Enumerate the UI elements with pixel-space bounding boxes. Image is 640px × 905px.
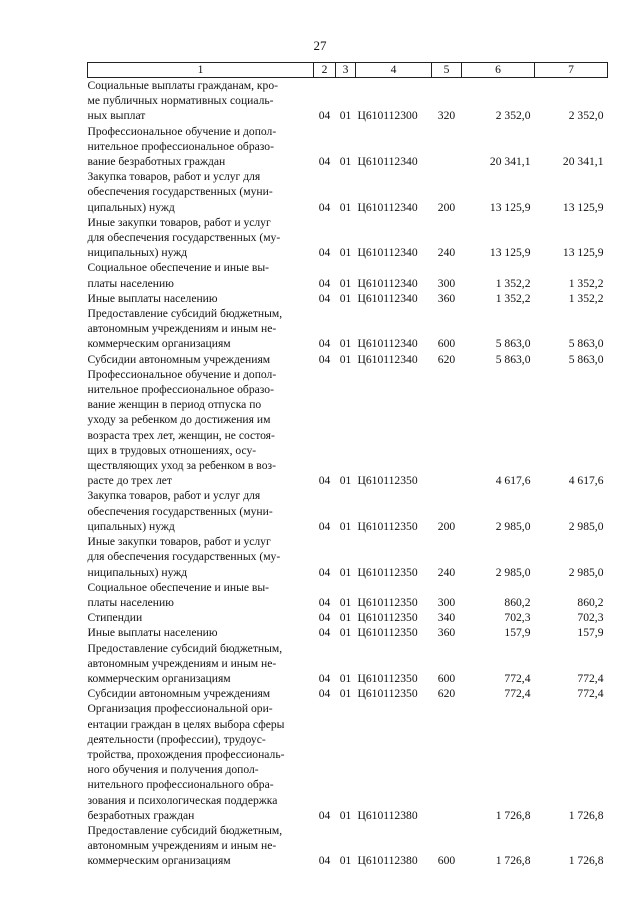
expense-type-code: 600 <box>437 671 456 685</box>
amount-column-6: 4 617,6 <box>495 474 531 488</box>
description-line: Предоставление субсидий бюджетным, <box>87 823 283 837</box>
section-code: 04 <box>318 854 331 868</box>
target-article-code: Ц610112340 <box>357 200 418 214</box>
section-code: 04 <box>318 808 331 822</box>
expense-type-code: 200 <box>437 200 456 214</box>
table-header <box>88 63 608 78</box>
subsection-code: 01 <box>339 474 352 488</box>
amount-column-7: 1 352,2 <box>568 276 604 290</box>
table-row <box>88 686 608 701</box>
description-line: нительное профессиональное образо- <box>87 139 274 153</box>
subsection-code: 01 <box>339 337 352 351</box>
section-code: 04 <box>318 671 331 685</box>
expense-type-code: 340 <box>437 611 456 625</box>
description-line: автономным учреждениям и иным не- <box>87 656 277 670</box>
header-row <box>88 63 608 78</box>
amount-column-6: 5 863,0 <box>495 352 531 366</box>
row-description <box>88 215 314 261</box>
row-description <box>88 367 314 489</box>
description-line: обеспечения государственных (муни- <box>87 504 273 518</box>
expense-type-code: 240 <box>437 246 456 260</box>
description-line: ентации граждан в целях выбора сферы <box>87 717 285 731</box>
description-line: автономным учреждениям и иным не- <box>87 322 277 336</box>
expense-type-code: 200 <box>437 519 456 533</box>
expense-type-code: 300 <box>437 595 456 609</box>
table-row <box>88 823 608 869</box>
col-header-6: 6 <box>462 63 535 78</box>
description-line: щих в трудовых отношениях, осу- <box>87 443 257 457</box>
row-description <box>88 291 314 306</box>
expense-type-code: 600 <box>437 337 456 351</box>
col-header-2: 2 <box>314 63 336 78</box>
section-code: 04 <box>318 200 331 214</box>
subsection-code: 01 <box>339 611 352 625</box>
target-article-code: Ц610112340 <box>357 155 418 169</box>
description-line: нительное профессиональное образо- <box>87 383 274 397</box>
amount-column-7: 5 863,0 <box>568 337 604 351</box>
row-description <box>88 610 314 625</box>
table-row <box>88 306 608 352</box>
table-row <box>88 367 608 489</box>
row-description <box>88 823 314 869</box>
section-code: 04 <box>318 155 331 169</box>
amount-column-7: 702,3 <box>577 611 604 625</box>
description-line: вание женщин в период отпуска по <box>87 398 262 412</box>
section-code: 04 <box>318 291 331 305</box>
amount-column-7: 1 726,8 <box>568 808 604 822</box>
description-line: ных выплат <box>87 109 146 123</box>
description-line: коммерческим организациям <box>87 337 231 351</box>
description-line: нительного профессионального обра- <box>87 778 274 792</box>
row-description <box>88 534 314 580</box>
expense-type-code <box>432 367 462 489</box>
description-line: тройства, прохождения профессиональ- <box>87 747 285 761</box>
col-header-4: 4 <box>356 63 432 78</box>
row-description <box>88 169 314 215</box>
description-line: обеспечения государственных (муни- <box>87 185 273 199</box>
description-line: Закупка товаров, работ и услуг для <box>87 170 261 184</box>
col-header-7: 7 <box>535 63 608 78</box>
target-article-code: Ц610112380 <box>357 808 418 822</box>
expense-type-code: 320 <box>437 109 456 123</box>
col-header-5: 5 <box>432 63 462 78</box>
row-description <box>88 686 314 701</box>
description-line: Социальное обеспечение и иные вы- <box>87 261 270 275</box>
description-line: Иные выплаты населению <box>87 291 218 305</box>
description-line: расте до трех лет <box>87 474 172 488</box>
table-row <box>88 641 608 687</box>
amount-column-7: 1 352,2 <box>568 291 604 305</box>
amount-column-7: 20 341,1 <box>562 155 604 169</box>
row-description <box>88 78 314 124</box>
amount-column-7: 13 125,9 <box>562 246 604 260</box>
target-article-code: Ц610112340 <box>357 337 418 351</box>
col-header-1: 1 <box>88 63 314 78</box>
row-description <box>88 625 314 640</box>
page-number: 27 <box>313 38 327 53</box>
amount-column-6: 860,2 <box>504 595 531 609</box>
amount-column-6: 20 341,1 <box>489 155 531 169</box>
amount-column-6: 1 726,8 <box>495 808 531 822</box>
amount-column-7: 13 125,9 <box>562 200 604 214</box>
section-code: 04 <box>318 687 331 701</box>
expense-type-code: 620 <box>437 687 456 701</box>
description-line: ного обучения и получения допол- <box>87 763 259 777</box>
subsection-code: 01 <box>339 109 352 123</box>
description-line: зования и психологическая поддержка <box>87 793 278 807</box>
target-article-code: Ц610112340 <box>357 246 418 260</box>
subsection-code: 01 <box>339 854 352 868</box>
subsection-code: 01 <box>339 291 352 305</box>
amount-column-6: 1 352,2 <box>495 276 531 290</box>
section-code: 04 <box>318 337 331 351</box>
budget-table <box>87 62 608 869</box>
section-code: 04 <box>318 519 331 533</box>
table-row <box>88 291 608 306</box>
description-line: Социальные выплаты гражданам, кро- <box>87 79 278 92</box>
subsection-code: 01 <box>339 519 352 533</box>
amount-column-7: 2 985,0 <box>568 519 604 533</box>
table-body <box>88 78 608 869</box>
subsection-code: 01 <box>339 246 352 260</box>
expense-type-code: 620 <box>437 352 456 366</box>
description-line: возраста трех лет, женщин, не состоя- <box>87 428 275 442</box>
subsection-code: 01 <box>339 808 352 822</box>
amount-column-6: 702,3 <box>504 611 531 625</box>
section-code: 04 <box>318 474 331 488</box>
description-line: деятельности (профессии), трудоус- <box>87 732 266 746</box>
target-article-code: Ц610112350 <box>357 474 418 488</box>
description-line: ниципальных) нужд <box>87 246 188 260</box>
target-article-code: Ц610112340 <box>357 276 418 290</box>
table-row <box>88 534 608 580</box>
amount-column-7: 772,4 <box>577 687 604 701</box>
row-description <box>88 352 314 367</box>
expense-type-code <box>432 701 462 823</box>
row-description <box>88 580 314 610</box>
description-line: автономным учреждениям и иным не- <box>87 839 277 853</box>
section-code: 04 <box>318 565 331 579</box>
amount-column-7: 2 352,0 <box>568 109 604 123</box>
amount-column-7: 157,9 <box>577 626 604 640</box>
target-article-code: Ц610112350 <box>357 626 418 640</box>
description-line: Субсидии автономным учреждениям <box>87 352 271 366</box>
amount-column-7: 2 985,0 <box>568 565 604 579</box>
description-line: платы населению <box>87 276 174 290</box>
subsection-code: 01 <box>339 595 352 609</box>
description-line: коммерческим организациям <box>87 671 231 685</box>
expense-type-code: 360 <box>437 291 456 305</box>
section-code: 04 <box>318 246 331 260</box>
section-code: 04 <box>318 109 331 123</box>
amount-column-6: 13 125,9 <box>489 200 531 214</box>
row-description <box>88 306 314 352</box>
description-line: ниципальных) нужд <box>87 565 188 579</box>
target-article-code: Ц610112350 <box>357 565 418 579</box>
amount-column-7: 772,4 <box>577 671 604 685</box>
table-row <box>88 215 608 261</box>
description-line: безработных граждан <box>87 808 195 822</box>
row-description <box>88 701 314 823</box>
section-code: 04 <box>318 611 331 625</box>
target-article-code: Ц610112350 <box>357 687 418 701</box>
section-code: 04 <box>318 626 331 640</box>
amount-column-6: 772,4 <box>504 671 531 685</box>
expense-type-code <box>432 124 462 170</box>
amount-column-7: 860,2 <box>577 595 604 609</box>
table-row <box>88 701 608 823</box>
amount-column-7: 1 726,8 <box>568 854 604 868</box>
description-line: ципальных) нужд <box>87 519 175 533</box>
table-row <box>88 625 608 640</box>
section-code: 04 <box>318 276 331 290</box>
amount-column-6: 2 985,0 <box>495 565 531 579</box>
amount-column-6: 2 985,0 <box>495 519 531 533</box>
description-line: Профессиональное обучение и допол- <box>87 124 277 138</box>
col-header-3: 3 <box>336 63 356 78</box>
table-row <box>88 169 608 215</box>
target-article-code: Ц610112350 <box>357 519 418 533</box>
description-line: Иные закупки товаров, работ и услуг <box>87 215 271 229</box>
description-line: коммерческим организациям <box>87 854 231 868</box>
description-line: Иные выплаты населению <box>87 626 218 640</box>
section-code: 04 <box>318 595 331 609</box>
subsection-code: 01 <box>339 200 352 214</box>
amount-column-6: 5 863,0 <box>495 337 531 351</box>
row-description <box>88 124 314 170</box>
description-line: Организация профессиональной ори- <box>87 702 273 716</box>
amount-column-7: 4 617,6 <box>568 474 604 488</box>
description-line: платы населению <box>87 595 174 609</box>
description-line: Закупка товаров, работ и услуг для <box>87 489 261 503</box>
subsection-code: 01 <box>339 352 352 366</box>
target-article-code: Ц610112300 <box>357 109 418 123</box>
target-article-code: Ц610112350 <box>357 671 418 685</box>
row-description <box>88 488 314 534</box>
subsection-code: 01 <box>339 687 352 701</box>
section-code: 04 <box>318 352 331 366</box>
amount-column-6: 772,4 <box>504 687 531 701</box>
amount-column-6: 157,9 <box>504 626 531 640</box>
description-line: ме публичных нормативных социаль- <box>87 94 274 108</box>
description-line: Социальное обеспечение и иные вы- <box>87 580 270 594</box>
table-row <box>88 124 608 170</box>
table-row <box>88 352 608 367</box>
description-line: для обеспечения государственных (му- <box>87 231 281 245</box>
target-article-code: Ц610112340 <box>357 291 418 305</box>
description-line: ципальных) нужд <box>87 200 175 214</box>
description-line: Предоставление субсидий бюджетным, <box>87 641 283 655</box>
row-description <box>88 641 314 687</box>
description-line: ществляющих уход за ребенком в воз- <box>87 459 276 473</box>
table-row <box>88 260 608 290</box>
table-row <box>88 610 608 625</box>
subsection-code: 01 <box>339 671 352 685</box>
description-line: для обеспечения государственных (му- <box>87 550 281 564</box>
subsection-code: 01 <box>339 626 352 640</box>
table-row <box>88 78 608 124</box>
row-description <box>88 260 314 290</box>
target-article-code: Ц610112350 <box>357 611 418 625</box>
description-line: Предоставление субсидий бюджетным, <box>87 307 283 321</box>
description-line: вание безработных граждан <box>87 155 226 169</box>
target-article-code: Ц610112340 <box>357 352 418 366</box>
amount-column-6: 1 726,8 <box>495 854 531 868</box>
description-line: уходу за ребенком до достижения им <box>87 413 271 427</box>
expense-type-code: 300 <box>437 276 456 290</box>
subsection-code: 01 <box>339 155 352 169</box>
description-line: Стипендии <box>87 611 143 625</box>
amount-column-6: 1 352,2 <box>495 291 531 305</box>
expense-type-code: 360 <box>437 626 456 640</box>
amount-column-6: 13 125,9 <box>489 246 531 260</box>
target-article-code: Ц610112380 <box>357 854 418 868</box>
description-line: Профессиональное обучение и допол- <box>87 367 277 381</box>
target-article-code: Ц610112350 <box>357 595 418 609</box>
expense-type-code: 600 <box>437 854 456 868</box>
amount-column-7: 5 863,0 <box>568 352 604 366</box>
amount-column-6: 2 352,0 <box>495 109 531 123</box>
table-row <box>88 488 608 534</box>
subsection-code: 01 <box>339 276 352 290</box>
description-line: Иные закупки товаров, работ и услуг <box>87 535 271 549</box>
subsection-code: 01 <box>339 565 352 579</box>
table-row <box>88 580 608 610</box>
expense-type-code: 240 <box>437 565 456 579</box>
description-line: Субсидии автономным учреждениям <box>87 687 271 701</box>
